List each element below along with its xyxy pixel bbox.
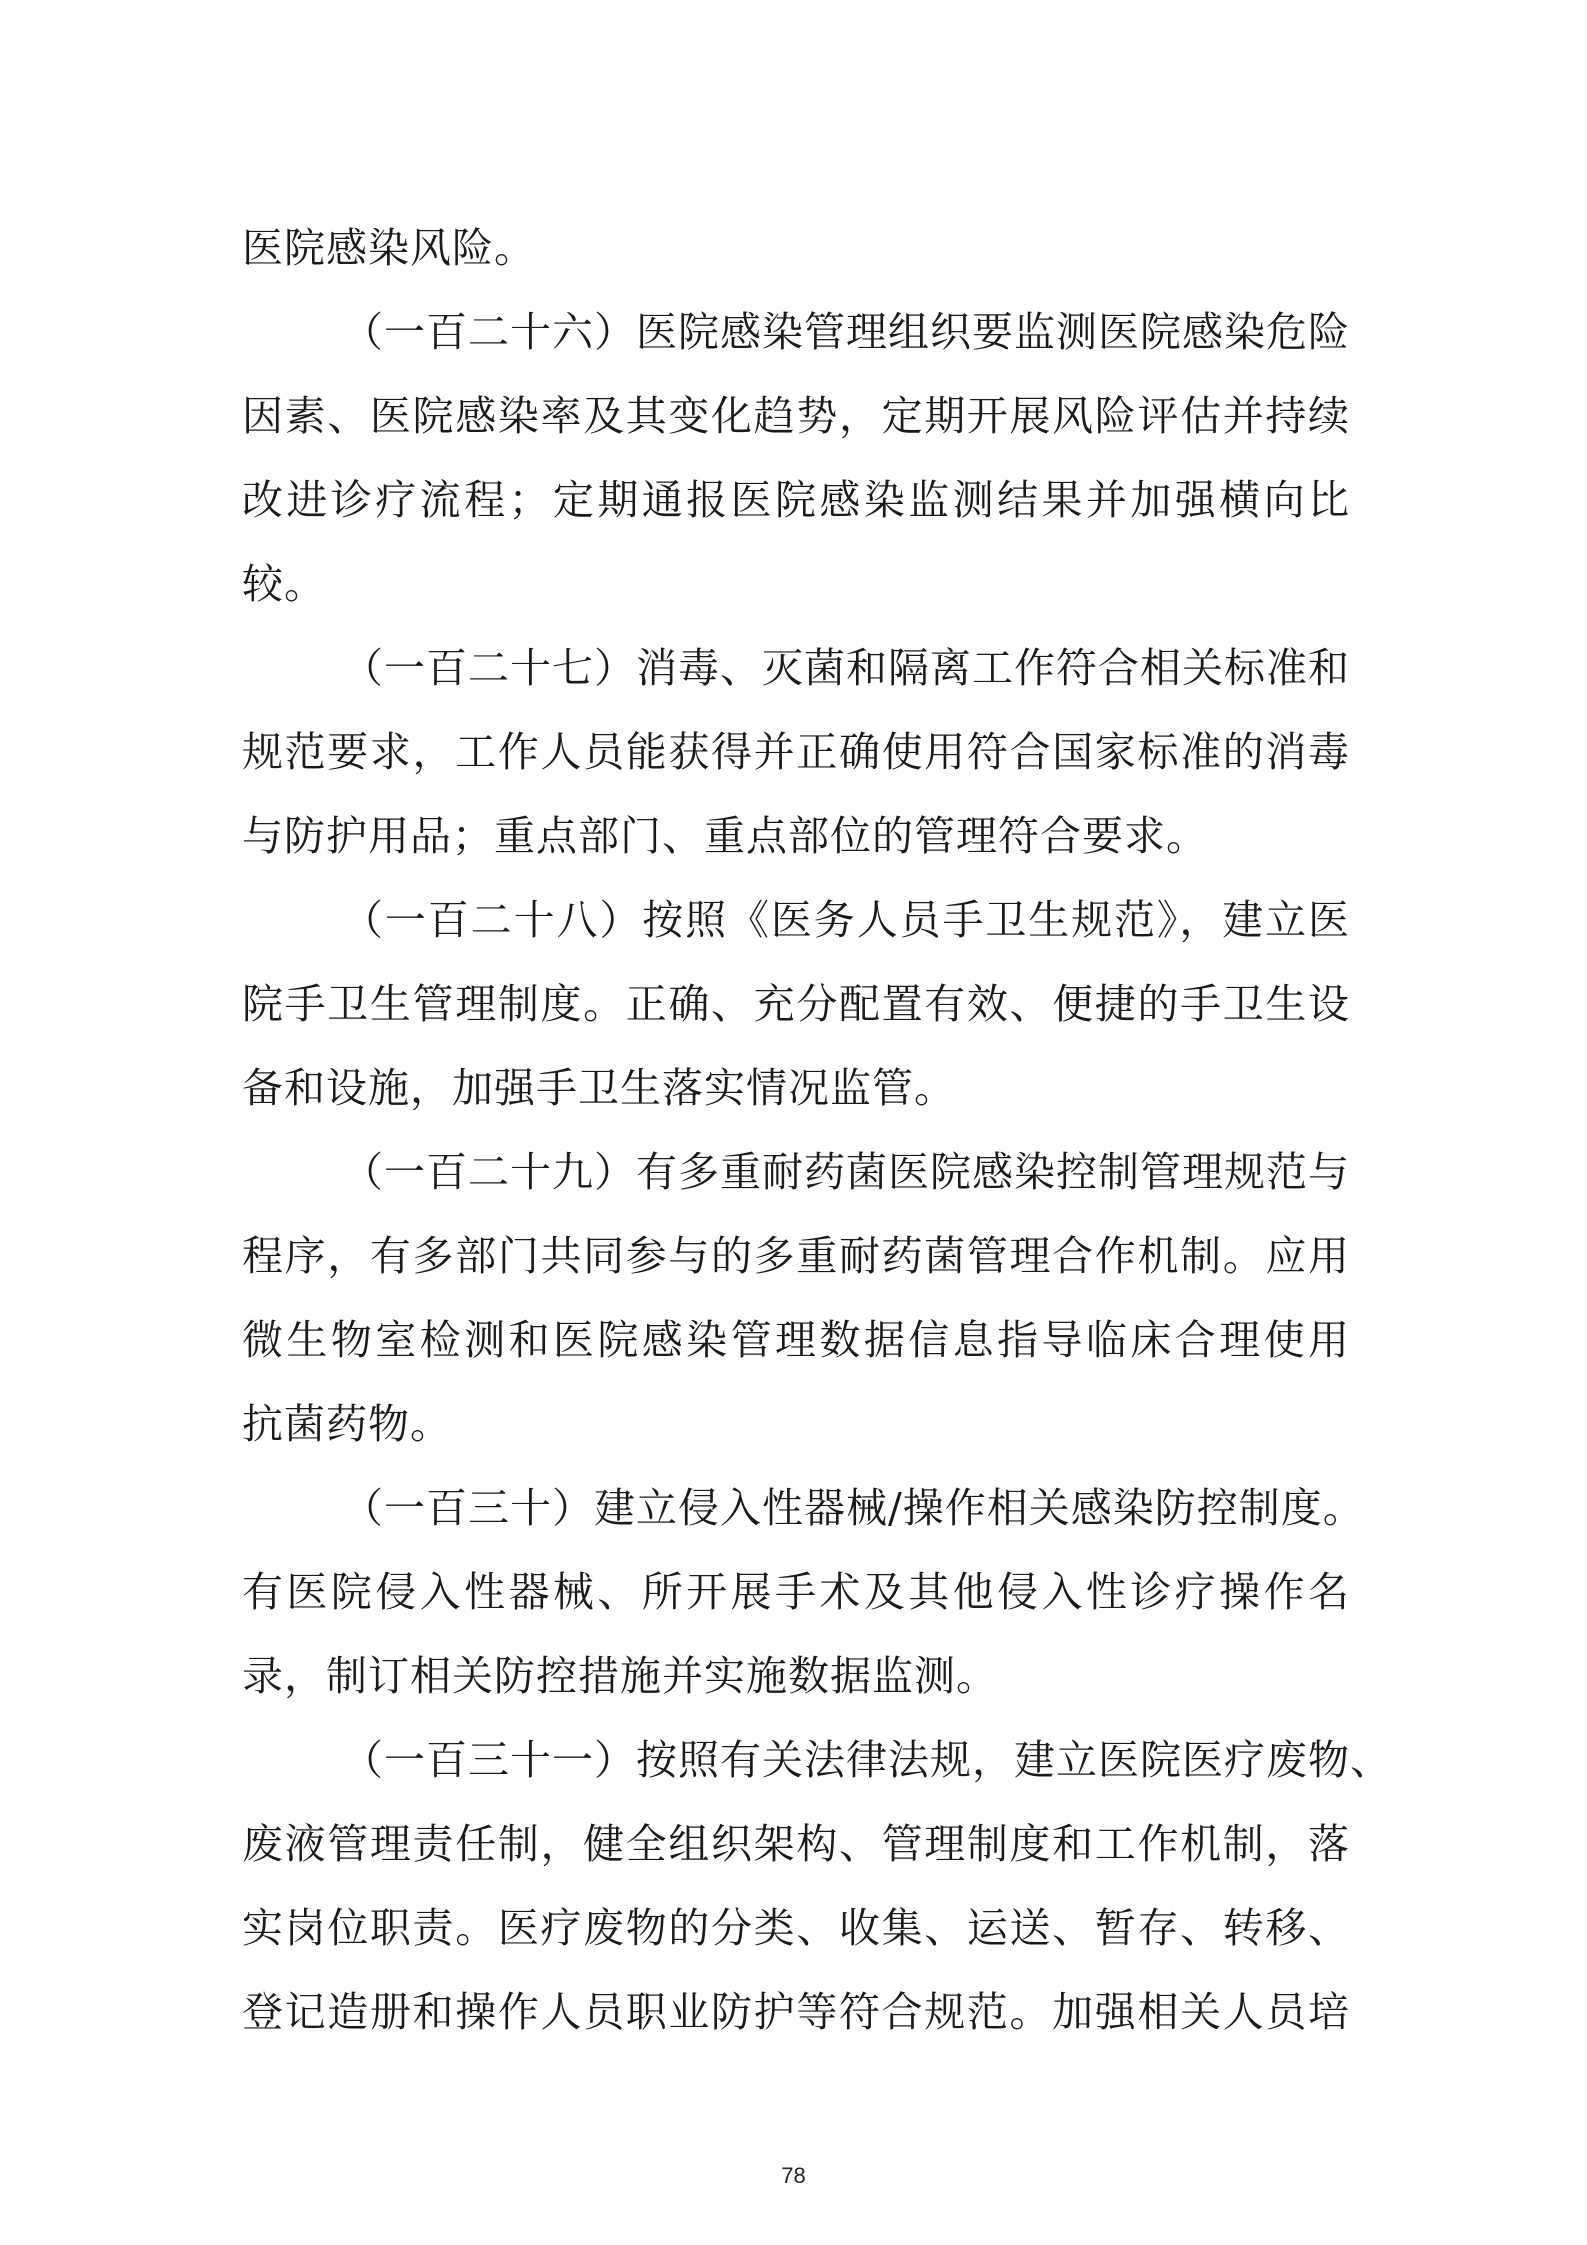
- paragraph-126-line-3: 改进诊疗流程；定期通报医院感染监测结果并加强横向比: [242, 476, 1350, 524]
- paragraph-129-line-2: 程序，有多部门共同参与的多重耐药菌管理合作机制。应用: [242, 1232, 1350, 1280]
- paragraph-127-line-3: 与防护用品；重点部门、重点部位的管理符合要求。: [242, 812, 1208, 860]
- paragraph-127-line-2: 规范要求，工作人员能获得并正确使用符合国家标准的消毒: [242, 728, 1350, 776]
- paragraph-130-line-1: （一百三十）建立侵入性器械/操作相关感染防控制度。: [342, 1484, 1365, 1532]
- text-line: 医院感染风险。: [242, 224, 536, 272]
- paragraph-127-line-1: （一百二十七）消毒、灭菌和隔离工作符合相关标准和: [342, 644, 1350, 692]
- paragraph-128-line-1: （一百二十八）按照《医务人员手卫生规范》，建立医: [342, 896, 1350, 944]
- paragraph-131-line-3: 实岗位职责。医疗废物的分类、收集、运送、暂存、转移、: [242, 1904, 1350, 1952]
- page-number: 78: [781, 2163, 806, 2188]
- paragraph-129-line-1: （一百二十九）有多重耐药菌医院感染控制管理规范与: [342, 1148, 1350, 1196]
- paragraph-128-line-2: 院手卫生管理制度。正确、充分配置有效、便捷的手卫生设: [242, 980, 1350, 1028]
- paragraph-126-line-2: 因素、医院感染率及其变化趋势，定期开展风险评估并持续: [242, 392, 1350, 440]
- paragraph-128-line-3: 备和设施，加强手卫生落实情况监管。: [242, 1064, 956, 1112]
- paragraph-131-line-1: （一百三十一）按照有关法律法规，建立医院医疗废物、: [342, 1736, 1392, 1784]
- paragraph-130-line-2: 有医院侵入性器械、所开展手术及其他侵入性诊疗操作名: [242, 1568, 1350, 1616]
- paragraph-131-line-4: 登记造册和操作人员职业防护等符合规范。加强相关人员培: [242, 1988, 1350, 2036]
- paragraph-129-line-3: 微生物室检测和医院感染管理数据信息指导临床合理使用: [242, 1316, 1350, 1364]
- paragraph-126-line-1: （一百二十六）医院感染管理组织要监测医院感染危险: [342, 308, 1350, 356]
- paragraph-129-line-4: 抗菌药物。: [242, 1400, 452, 1448]
- paragraph-131-line-2: 废液管理责任制，健全组织架构、管理制度和工作机制，落: [242, 1820, 1350, 1868]
- paragraph-126-line-4: 较。: [242, 560, 326, 608]
- paragraph-130-line-3: 录，制订相关防控措施并实施数据监测。: [242, 1652, 998, 1700]
